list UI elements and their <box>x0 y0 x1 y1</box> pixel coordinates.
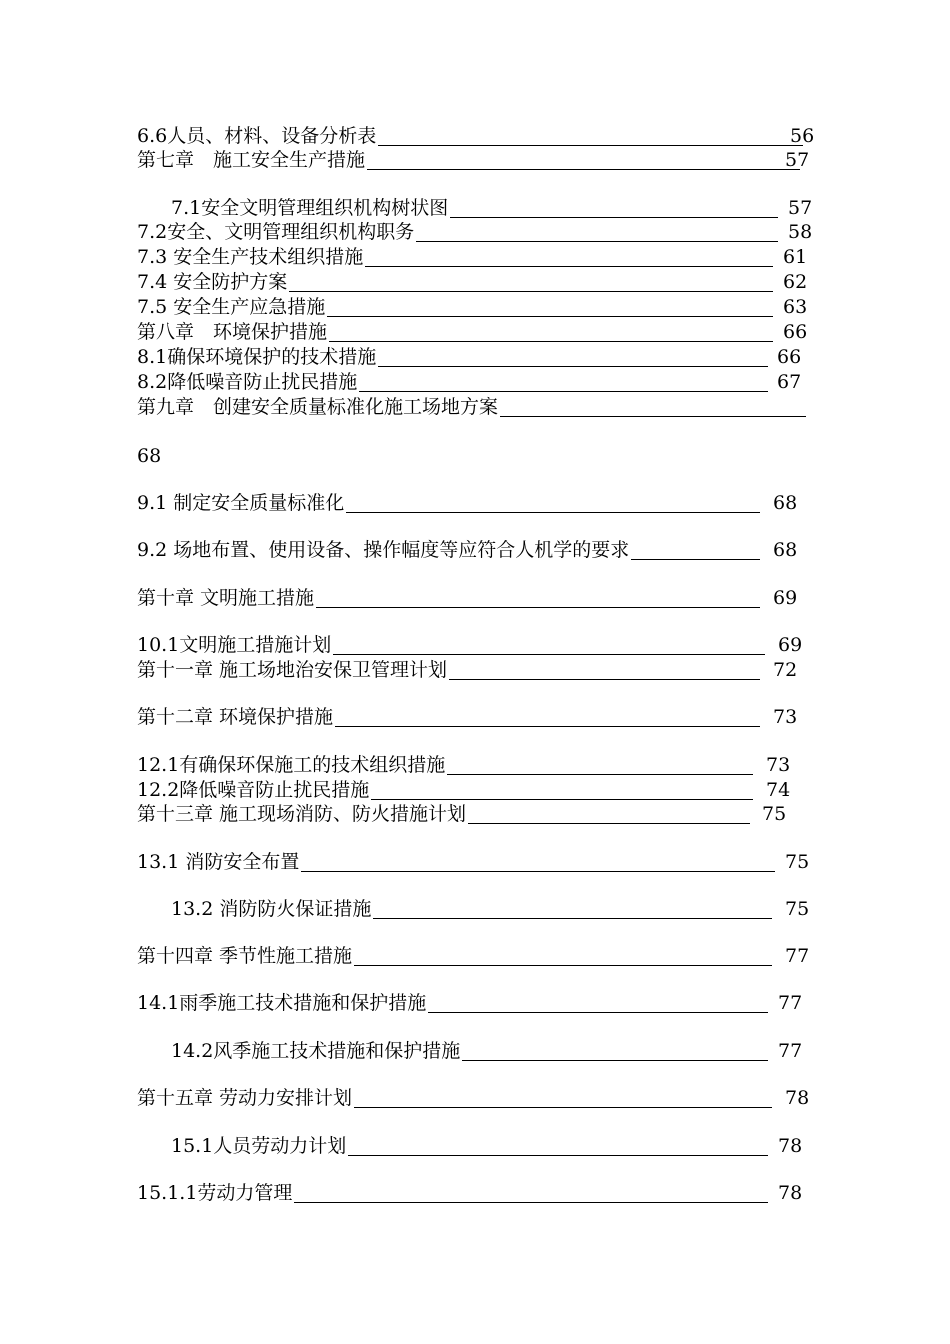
toc-entry <box>137 944 810 968</box>
toc-entry-page: 78 <box>778 1135 803 1157</box>
toc-entry <box>137 538 798 562</box>
toc-leader-line <box>428 1012 768 1013</box>
toc-entry <box>137 658 798 682</box>
toc-entry-title: 14.2风季施工技术措施和保护措施 <box>171 1040 461 1062</box>
toc-entry-title: 第十四章 季节性施工措施 <box>137 945 353 967</box>
toc-entry-page: 66 <box>783 321 808 343</box>
toc-entry <box>137 753 791 777</box>
toc-entry-title: 第十三章 施工现场消防、防火措施计划 <box>137 803 467 825</box>
toc-leader-line <box>500 416 806 417</box>
toc-entry-page: 62 <box>783 271 808 293</box>
toc-entry-page: 68 <box>773 539 798 561</box>
toc-leader-line <box>327 316 773 317</box>
toc-leader-line <box>450 217 778 218</box>
toc-entry-page: 69 <box>773 587 798 609</box>
toc-entry-page: 63 <box>783 296 808 318</box>
toc-entry-title: 12.1有确保环保施工的技术组织措施 <box>137 754 446 776</box>
toc-entry-page: 74 <box>766 779 791 801</box>
toc-entry <box>137 586 798 610</box>
toc-leader-line <box>378 366 768 367</box>
toc-entry <box>171 1039 803 1063</box>
toc-entry <box>137 705 798 729</box>
toc-entry-page: 75 <box>785 898 810 920</box>
toc-entry-page: 77 <box>785 945 810 967</box>
toc-entry-title: 第十一章 施工场地治安保卫管理计划 <box>137 659 448 681</box>
toc-leader-line <box>365 266 773 267</box>
toc-entry <box>137 320 808 344</box>
toc-entry-title: 第九章 创建安全质量标准化施工场地方案 <box>137 396 499 418</box>
toc-entry-title: 15.1.1劳动力管理 <box>137 1182 293 1204</box>
toc-leader-line <box>354 1107 772 1108</box>
toc-entry-title: 8.2降低噪音防止扰民措施 <box>137 371 358 393</box>
wrapped-page-number: 68 <box>137 445 162 467</box>
toc-entry-page: 69 <box>778 634 803 656</box>
toc-entry-page: 75 <box>762 803 787 825</box>
toc-entry-title: 第十五章 劳动力安排计划 <box>137 1087 353 1109</box>
toc-entry-title: 第十章 文明施工措施 <box>137 587 315 609</box>
toc-leader-line <box>373 918 772 919</box>
toc-leader-line <box>359 391 768 392</box>
toc-leader-line <box>468 823 750 824</box>
toc-entry <box>137 370 802 394</box>
toc-entry <box>137 778 791 802</box>
toc-leader-line <box>333 654 765 655</box>
toc-leader-line <box>348 1155 768 1156</box>
toc-entry <box>137 295 808 319</box>
toc-entry-page: 66 <box>777 346 802 368</box>
toc-leader-line <box>367 169 800 170</box>
toc-leader-line <box>449 679 760 680</box>
toc-entry-title: 14.1雨季施工技术措施和保护措施 <box>137 992 427 1014</box>
toc-entry-title: 7.4 安全防护方案 <box>137 271 288 293</box>
toc-entry-title: 8.1确保环境保护的技术措施 <box>137 346 377 368</box>
toc-entry <box>171 897 810 921</box>
toc-entry-title: 第十二章 环境保护措施 <box>137 706 334 728</box>
toc-leader-line <box>631 559 760 560</box>
toc-entry-title: 12.2降低噪音防止扰民措施 <box>137 779 370 801</box>
toc-entry <box>137 991 803 1015</box>
toc-entry <box>137 633 803 657</box>
toc-entry-title: 15.1人员劳动力计划 <box>171 1135 347 1157</box>
toc-entry-title: 第八章 环境保护措施 <box>137 321 328 343</box>
toc-leader-line <box>447 774 753 775</box>
toc-entry <box>137 270 808 294</box>
toc-leader-line <box>301 871 775 872</box>
toc-leader-line <box>416 241 778 242</box>
toc-entry-page: 73 <box>766 754 791 776</box>
toc-leader-line <box>462 1060 768 1061</box>
toc-entry <box>137 491 798 515</box>
toc-entry-title: 6.6人员、材料、设备分析表 <box>137 125 377 147</box>
toc-entry-title: 13.1 消防安全布置 <box>137 851 300 873</box>
toc-leader-line <box>335 726 760 727</box>
toc-leader-line <box>378 145 803 146</box>
toc-entry <box>137 148 810 172</box>
toc-entry <box>137 245 808 269</box>
toc-entry-title: 7.3 安全生产技术组织措施 <box>137 246 364 268</box>
toc-entry <box>137 1086 810 1110</box>
toc-entry-title: 7.5 安全生产应急措施 <box>137 296 326 318</box>
toc-entry-title: 7.1安全文明管理组织机构树状图 <box>171 197 449 219</box>
toc-entry-page: 72 <box>773 659 798 681</box>
toc-entry-title: 10.1文明施工措施计划 <box>137 634 332 656</box>
toc-entry <box>137 1181 803 1205</box>
toc-entry-title: 9.2 场地布置、使用设备、操作幅度等应符合人机学的要求 <box>137 539 630 561</box>
toc-entry-page: 77 <box>778 992 803 1014</box>
toc-entry-page: 56 <box>790 125 815 147</box>
toc-entry <box>137 395 806 419</box>
toc-entry-page: 77 <box>778 1040 803 1062</box>
toc-leader-line <box>329 341 773 342</box>
toc-entry-title: 13.2 消防防火保证措施 <box>171 898 372 920</box>
toc-entry-page: 57 <box>785 149 810 171</box>
toc-entry-page: 78 <box>778 1182 803 1204</box>
toc-entry-page: 67 <box>777 371 802 393</box>
toc-entry <box>171 1134 803 1158</box>
toc-leader-line <box>354 965 772 966</box>
toc-entry <box>137 345 802 369</box>
toc-entry-page: 57 <box>788 197 813 219</box>
toc-entry <box>137 802 787 826</box>
toc-entry <box>137 850 810 874</box>
toc-entry-page: 78 <box>785 1087 810 1109</box>
toc-entry-page: 68 <box>773 492 798 514</box>
toc-entry <box>137 124 815 148</box>
toc-entry-title: 7.2安全、文明管理组织机构职务 <box>137 221 415 243</box>
toc-entry-page: 73 <box>773 706 798 728</box>
toc-leader-line <box>294 1202 768 1203</box>
toc-leader-line <box>371 799 753 800</box>
toc-leader-line <box>346 512 760 513</box>
toc-leader-line <box>316 607 760 608</box>
toc-entry-page: 61 <box>783 246 808 268</box>
toc-leader-line <box>289 291 773 292</box>
toc-entry <box>171 196 813 220</box>
toc-entry-page: 58 <box>788 221 813 243</box>
toc-entry <box>137 220 813 244</box>
toc-entry-title: 9.1 制定安全质量标准化 <box>137 492 345 514</box>
toc-entry-page: 75 <box>785 851 810 873</box>
toc-entry-title: 第七章 施工安全生产措施 <box>137 149 366 171</box>
